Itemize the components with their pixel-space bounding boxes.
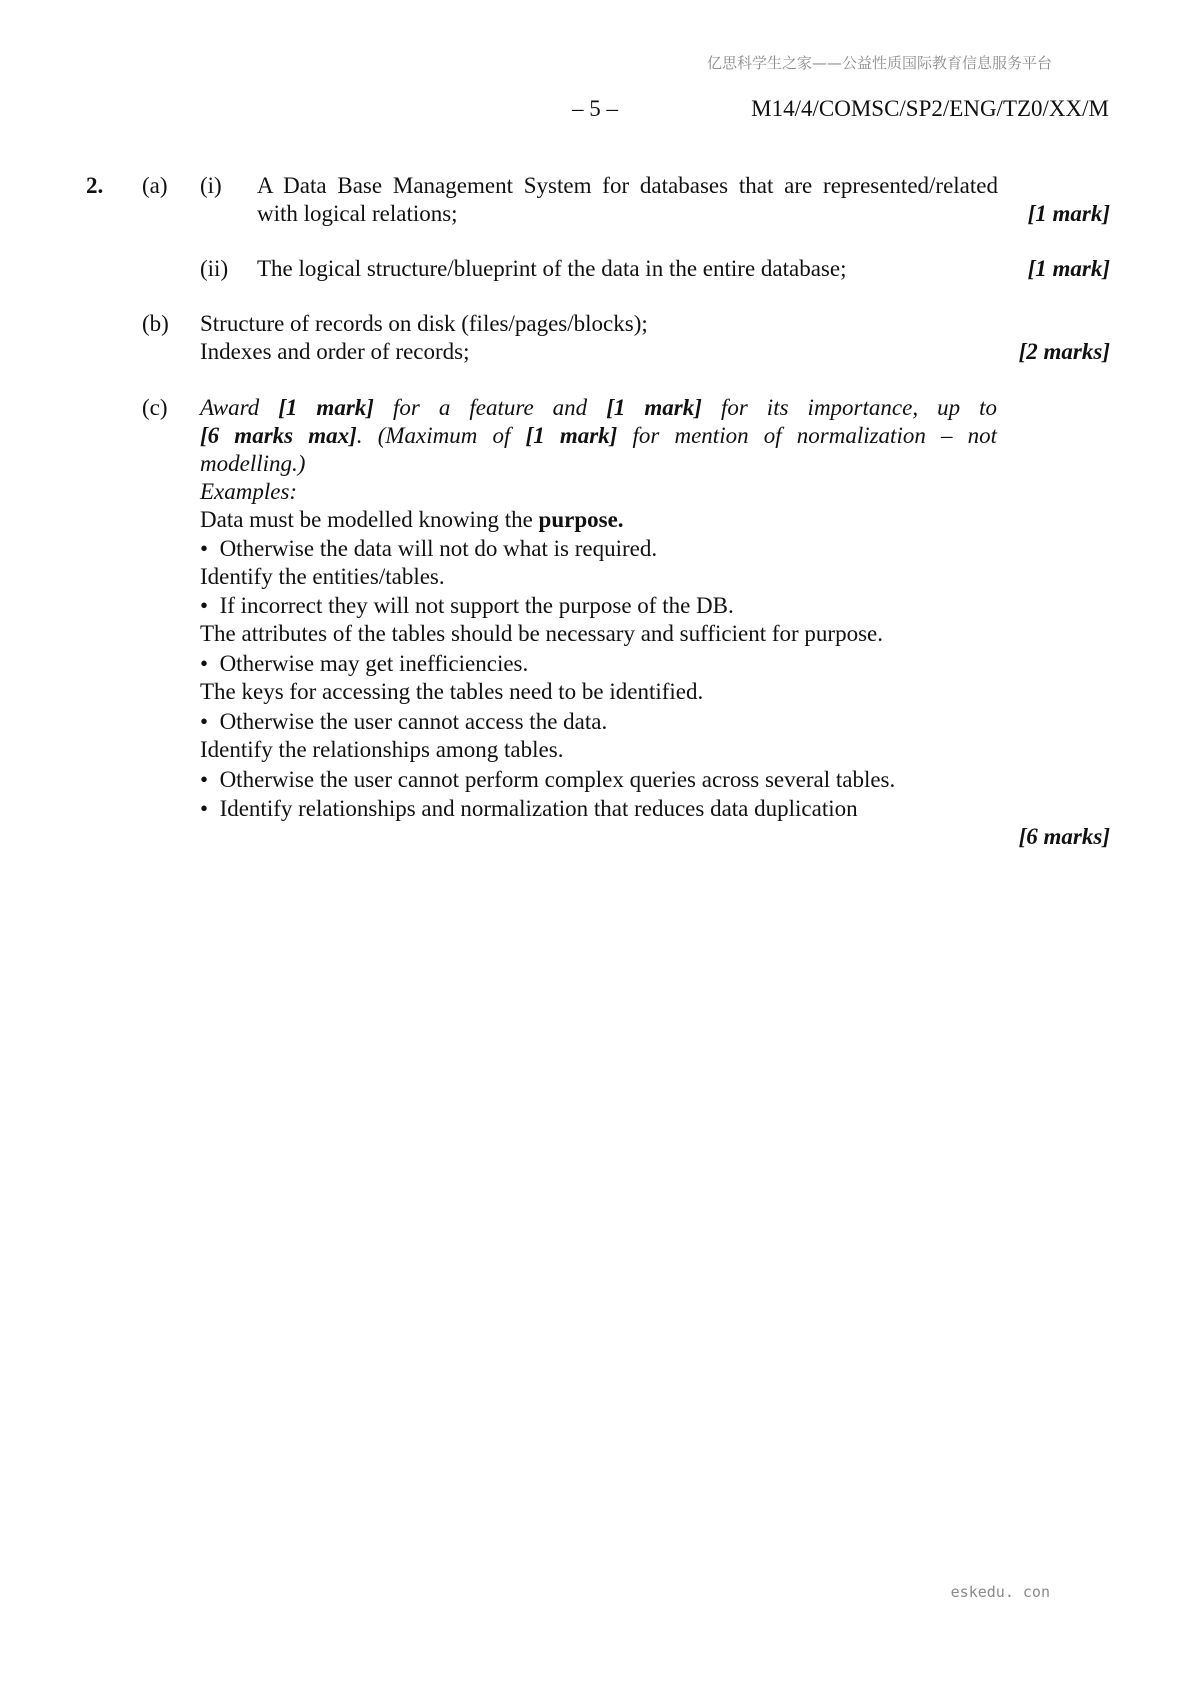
bullet-text: Otherwise the data will not do what is required.: [219, 536, 658, 561]
bullet-text: Identify relationships and normalization that reduces data duplication: [219, 796, 858, 821]
part-c-award-line3: modelling.): [200, 451, 306, 476]
bullet-item-5: [200, 766, 895, 794]
part-b-line1: Structure of records on disk (files/pages/blocks);: [200, 311, 648, 336]
bullet-icon: •: [200, 593, 209, 618]
award-normalization-text: for mention of normalization – not: [632, 423, 998, 448]
bullet-item-3: [200, 650, 528, 678]
bullet-item-4: [200, 708, 607, 736]
example-keys: The keys for accessing the tables need to be identified.: [200, 679, 704, 704]
award-mark-3: [1 mark]: [525, 423, 618, 448]
bullet-icon: •: [200, 536, 209, 561]
question-number: 2.: [86, 173, 104, 198]
part-b-label: (b): [142, 311, 169, 336]
document-code: M14/4/COMSC/SP2/ENG/TZ0/XX/M: [751, 96, 1109, 121]
part-a-ii-label: (ii): [200, 256, 229, 281]
bullet-icon: •: [200, 709, 209, 734]
award-feature-text: for a feature and: [392, 395, 588, 420]
example-entities: Identify the entities/tables.: [200, 564, 445, 589]
page-number: – 5 –: [572, 96, 618, 121]
part-a-ii-mark: [1 mark]: [1027, 256, 1110, 281]
watermark-footer: eskedu. con: [950, 1583, 1050, 1601]
part-a-i-line2: with logical relations;: [257, 201, 458, 226]
award-maximum-text: . (Maximum of: [356, 423, 511, 448]
award-word: Award: [200, 395, 260, 420]
example-purpose: [200, 506, 624, 534]
part-a-label: (a): [142, 173, 168, 198]
example-purpose-text: Data must be modelled knowing the: [200, 507, 533, 532]
example-attributes: The attributes of the tables should be necessary and sufficient for purpose.: [200, 621, 883, 646]
part-b-line2: Indexes and order of records;: [200, 339, 470, 364]
award-mark-1: [1 mark]: [278, 395, 374, 420]
example-purpose-bold: purpose.: [538, 507, 624, 532]
part-a-i-mark: [1 mark]: [1027, 201, 1110, 226]
part-c-award-line2: [200, 422, 997, 450]
part-b-mark: [2 marks]: [1018, 339, 1110, 364]
bullet-icon: •: [200, 796, 209, 821]
part-a-i-label: (i): [200, 173, 222, 198]
part-c-examples-heading: Examples:: [200, 479, 298, 504]
bullet-icon: •: [200, 651, 209, 676]
award-importance-text: for its importance, up to: [720, 395, 998, 420]
bullet-text: If incorrect they will not support the purpose of the DB.: [219, 593, 734, 618]
bullet-text: Otherwise may get inefficiencies.: [219, 651, 529, 676]
bullet-text: Otherwise the user cannot access the data.: [219, 709, 608, 734]
bullet-item-6: [200, 795, 858, 823]
award-max-mark: [6 marks max]: [200, 423, 357, 448]
part-c-label: (c): [142, 395, 168, 420]
watermark-header: 亿思科学生之家——公益性质国际教育信息服务平台: [706, 54, 1052, 72]
part-c-mark: [6 marks]: [1018, 824, 1110, 849]
bullet-icon: •: [200, 767, 209, 792]
bullet-item-2: [200, 592, 734, 620]
bullet-item-1: [200, 535, 657, 563]
part-c-award-line1: [200, 394, 997, 422]
bullet-text: Otherwise the user cannot perform complex queries across several tables.: [219, 767, 896, 792]
part-a-ii-text: The logical structure/blueprint of the data in the entire database;: [257, 256, 847, 281]
example-relationships: Identify the relationships among tables.: [200, 737, 564, 762]
award-mark-2: [1 mark]: [606, 395, 702, 420]
part-a-i-line1: A Data Base Management System for databases that are represented/related: [257, 173, 998, 198]
